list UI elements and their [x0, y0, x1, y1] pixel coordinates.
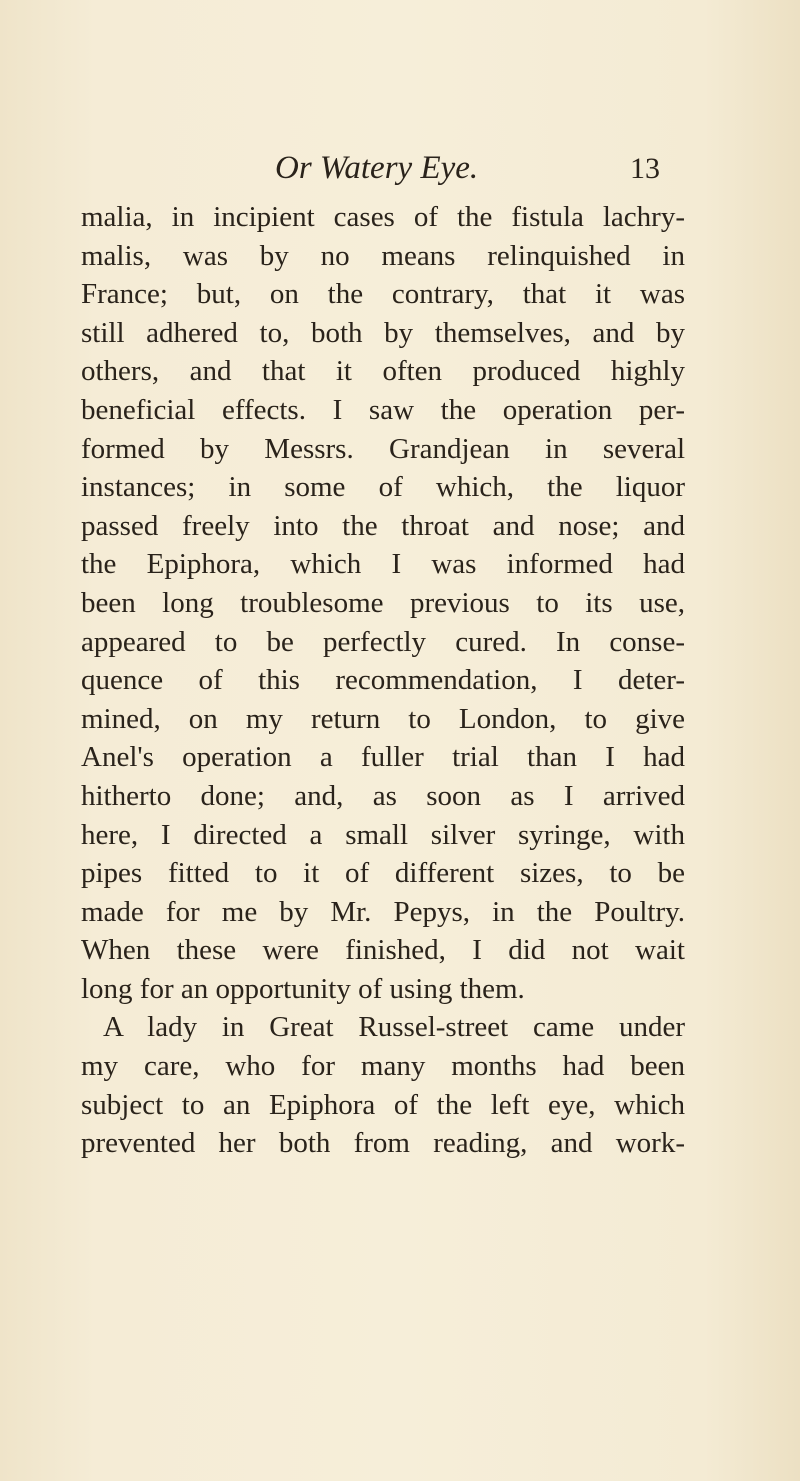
text-line: my care, who for many months had been — [81, 1050, 685, 1083]
text-line: hitherto done; and, as soon as I arrived — [81, 779, 685, 812]
text-line: appeared to be perfectly cured. In conse- — [81, 625, 685, 658]
text-line: been long troublesome previous to its use, — [81, 586, 685, 619]
text-line: France; but, on the contrary, that it was — [81, 278, 685, 311]
text-line: When these were finished, I did not wait — [81, 934, 685, 967]
text-line: still adhered to, both by themselves, and by — [81, 316, 685, 349]
paragraph-start-line: A lady in Great Russel-street came under — [103, 1011, 685, 1044]
text-line: the Epiphora, which I was informed had — [81, 548, 685, 581]
text-line: here, I directed a small silver syringe, with — [81, 818, 685, 851]
text-line: made for me by Mr. Pepys, in the Poultry. — [81, 895, 685, 928]
text-line: beneficial effects. I saw the operation per- — [81, 393, 685, 426]
text-line: quence of this recommendation, I deter- — [81, 664, 685, 697]
text-line: malis, was by no means relinquished in — [81, 239, 685, 272]
running-head — [0, 150, 800, 190]
text-line: passed freely into the throat and nose; and — [81, 509, 685, 542]
body-text — [81, 198, 685, 1163]
text-line: mined, on my return to London, to give — [81, 702, 685, 735]
page-number: 13 — [630, 152, 660, 185]
text-line: formed by Messrs. Grandjean in several — [81, 432, 685, 465]
text-line: others, and that it often produced highly — [81, 355, 685, 388]
text-line: subject to an Epiphora of the left eye, which — [81, 1088, 685, 1121]
text-line: Anel's operation a fuller trial than I had — [81, 741, 685, 774]
text-line: prevented her both from reading, and work- — [81, 1127, 685, 1160]
text-line: pipes fitted to it of different sizes, to be — [81, 857, 685, 890]
text-line: malia, in incipient cases of the fistula lachry- — [81, 201, 685, 233]
running-head-title: Or Watery Eye. — [275, 150, 479, 186]
paragraph-end-line: long for an opportunity of using them. — [81, 972, 525, 1005]
text-line: instances; in some of which, the liquor — [81, 471, 685, 504]
